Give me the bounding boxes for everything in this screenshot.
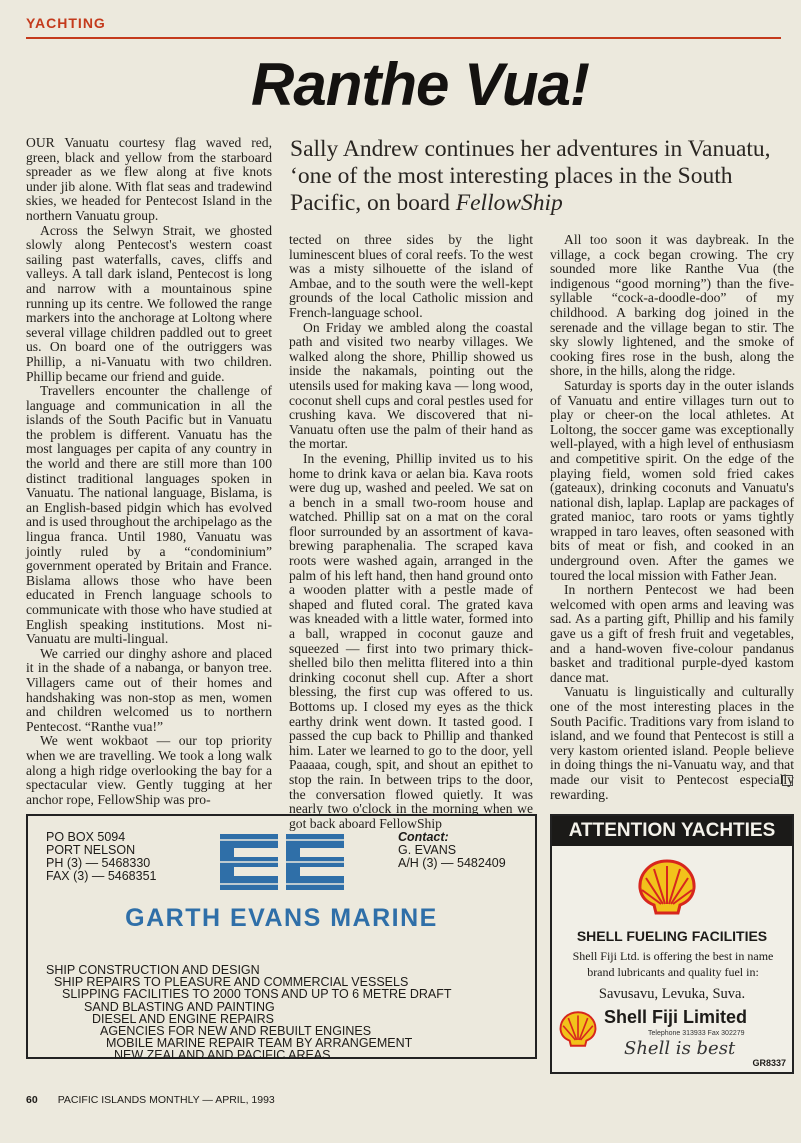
deck-boat-name: FellowShip bbox=[455, 190, 563, 216]
paragraph: Travellers encounter the challenge of language and communication in all the islands of the South Pacific but in Vanuatu the problem is different. Vanuatu has the most languages per capita of any country in the world and there are still more than 100 distinct traditional languages spoken in Vanuatu. The national language, Bislama, is an English-based pidgin which has evolved and is used throughout the archipelago as the lingua franca. Until 1980, Vanuatu was jointly ruled by a “condominium” government operated by Britain and France. Bislama allows those who have been educated in French language schools to communicate with those who have studied at English speaking institutions. Most ni-Vanuatu are multi-lingual. bbox=[26, 383, 272, 647]
ad-places: Savusavu, Levuka, Suva. bbox=[598, 986, 746, 1002]
phone-line: Telephone 313933 Fax 302279 bbox=[648, 1030, 745, 1037]
garth-evans-ad bbox=[26, 814, 537, 1063]
services-list bbox=[46, 964, 451, 1062]
deck-text: Sally Andrew continues her adventures in Vanuatu, ‘one of the most interesting places in the South Pacific, on board bbox=[290, 136, 771, 216]
end-mark-icon bbox=[782, 775, 793, 786]
paragraph: We carried our dinghy ashore and placed it in the shade of a nabanga, or banyon tree. Villagers came out of their homes and handshaking was non-stop as men, women and children welcomed us to northern Pentecost. “Ranthe vua!” bbox=[26, 645, 272, 734]
contact-line: A/H (3) — 5482409 bbox=[398, 856, 506, 870]
shell-fiji-ad bbox=[550, 814, 794, 1074]
ad-subhead: SHELL FUELING FACILITIES bbox=[576, 928, 768, 944]
shell-logo-icon bbox=[636, 858, 698, 916]
signature: Shell is best bbox=[624, 1038, 736, 1059]
service-line: AGENCIES FOR NEW AND REBUILT ENGINES bbox=[100, 1024, 372, 1039]
company-name: Shell Fiji Limited bbox=[604, 1007, 748, 1027]
paragraph: OUR Vanuatu courtesy flag waved red, green, black and yellow from the starboard spreader as we flew along at five knots under jib alone. With flat seas and tradewind skies, we headed for Pentecost Island in the northern Vanuatu group. bbox=[26, 135, 272, 223]
phone-line: PH (3) — 5468330 bbox=[46, 856, 151, 870]
paragraph: Saturday is sports day in the outer islands of Vanuatu and entire villages turn out to play or cheer-on the local athletes. At Loltong, the soccer game was exceptionally well-played, with a high level of enthusiasm and competitive spirit. On the edge of the playing field, women sold fried cakes (gateaux), drinking coconuts and Vanuatu's national dish, laplap. Laplap are packages of grated manioc, taro roots or yams tightly wrapped in taro leaves, often seasoned with bits of meat or fish, and cooked in an underground oven. After the games we toured the local mission with Father Jean. bbox=[550, 377, 794, 583]
article-title: Ranthe Vua! bbox=[251, 51, 589, 118]
paragraph: We went wokbaot — our top priority when we are travelling. We took a long walk along a high ridge overlooking the bay for a spectacular view. Gently tugging at her anchor rope, FellowShip was pro- bbox=[26, 733, 272, 807]
article-column-3 bbox=[550, 233, 794, 802]
fax-line: FAX (3) — 5468351 bbox=[46, 869, 157, 883]
paragraph: Vanuatu is linguistically and culturally one of the most interesting places in the South Pacific. Traditions vary from island to island, and we found that Pentecost is still a very kastom oriented island. People believe in doing things the ni-Vanuatu way, and that made our visit to Pentecost especially rewarding. bbox=[550, 684, 794, 802]
service-line: NEW ZEALAND AND PACIFIC AREAS bbox=[114, 1048, 331, 1063]
article-deck bbox=[290, 136, 790, 217]
article-column-2 bbox=[289, 233, 533, 831]
company-name: GARTH EVANS MARINE bbox=[125, 904, 438, 932]
gem-logo-icon bbox=[220, 834, 344, 890]
service-line: SLIPPING FACILITIES TO 2000 TONS AND UP TO 6 METRE DRAFT bbox=[62, 987, 452, 1002]
paragraph: Across the Selwyn Strait, we ghosted slowly along Pentecost's western coast sailing past waterfalls, caves, cliffs and valleys. A tall dark island, Pentecost is long and narrow with a mountainous spine running up its centre. We followed the range markers into the anchorage at Loltong where several village children paddled out to greet us. On board one of the outriggers was Phillip, a ni-Vanuatu with two children. Phillip became our friend and guide. bbox=[26, 222, 272, 384]
article-column-1 bbox=[26, 136, 272, 807]
paragraph: tected on three sides by the light luminescent blues of coral reefs. To the west was a misty silhouette of the island of Ambae, and to the south were the well-kept grounds of the local Catholic mission and French-language school. bbox=[289, 232, 533, 320]
address-line: PO BOX 5094 bbox=[46, 830, 126, 844]
paragraph: In the evening, Phillip invited us to his home to drink kava or aelan bia. Kava roots were dug up, washed and peeled. We sat on a bench in a small two-room house and watched. Phillip sat on a mat on the coral floor surrounded by an assortment of kava-brewing paraphenalia. The scraped kava roots were washed again, arranged in the palm of his left hand, then hand ground onto a wooden platter with a pestle made of shaped and fluted coral. The grated kava was kneaded with a little water, formed into a ball, wrapped in coconut gauze and squeezed — first into two primary thick-shelled bilo then melitta flitered into a thin drinking coconut shell cup. After a short blessing, the first cup was offered to us. Bottoms up. I closed my eyes as the thick earthy drink went down. It tasted good. I passed the cup back to Phillip and thanked him. Later we learned to go to the door, yell Paaaaa, cough, spit, and shout an epithet to stop the rain. In between trips to the door, the conversation flowed quietly. It was nearly two o'clock in the morning when we got back aboard FellowShip bbox=[289, 450, 533, 831]
ad-code: GR8337 bbox=[752, 1058, 786, 1068]
section-label: YACHTING bbox=[26, 15, 106, 31]
header-rule bbox=[26, 37, 781, 39]
service-line: DIESEL AND ENGINE REPAIRS bbox=[92, 1011, 274, 1026]
ad-address bbox=[46, 831, 156, 883]
page-number: 60 bbox=[26, 1094, 38, 1106]
contact-heading: Contact: bbox=[398, 830, 449, 844]
publication-line: PACIFIC ISLANDS MONTHLY — APRIL, 1993 bbox=[57, 1094, 275, 1106]
service-line: SHIP CONSTRUCTION AND DESIGN bbox=[46, 963, 260, 977]
page-footer bbox=[26, 1094, 275, 1106]
service-line: SHIP REPAIRS TO PLEASURE AND COMMERCIAL VESSELS bbox=[54, 975, 409, 990]
paragraph: All too soon it was daybreak. In the village, a cock began crowing. The cry sounded more like Ranthe Vua (the indigenous “good morning”) than the five-syllable “cock-a-doodle-doo” of my childhood. A barking dog joined in the serenade and the village began to stir. The sky slowly lightened, and the smoke of cooking fires rose in the bush, along the shore, in the hills, along the ridge. bbox=[550, 232, 794, 379]
shell-logo-small-icon bbox=[558, 1010, 598, 1048]
ad-headline: ATTENTION YACHTIES bbox=[552, 816, 792, 846]
address-line: PORT NELSON bbox=[46, 843, 136, 857]
service-line: SAND BLASTING AND PAINTING bbox=[84, 999, 275, 1014]
ad-contact bbox=[398, 831, 506, 870]
contact-line: G. EVANS bbox=[398, 843, 457, 857]
paragraph: On Friday we ambled along the coastal path and visited two nearby villages. We walked along the shore, Phillip showed us inside the nakamals, pointing out the utensils used for making kava — long wood, coconut shell cups and coral pestles used for crushing kava. We discovered that ni-Vanuatu often use the palm of their hand as the mortar. bbox=[289, 319, 533, 452]
service-line: MOBILE MARINE REPAIR TEAM BY ARRANGEMENT bbox=[106, 1036, 413, 1051]
paragraph: In northern Pentecost we had been welcomed with open arms and leaving was sad. As a parting gift, Phillip and his family gave us a gift of fresh fruit and vegetables, and a hand-woven five-colour pandanus basket and traditional purple-dyed kastom dance mat. bbox=[550, 582, 794, 685]
ad-body: Shell Fiji Ltd. is offering the best in name brand lubricants and quality fuel in: bbox=[572, 949, 774, 979]
